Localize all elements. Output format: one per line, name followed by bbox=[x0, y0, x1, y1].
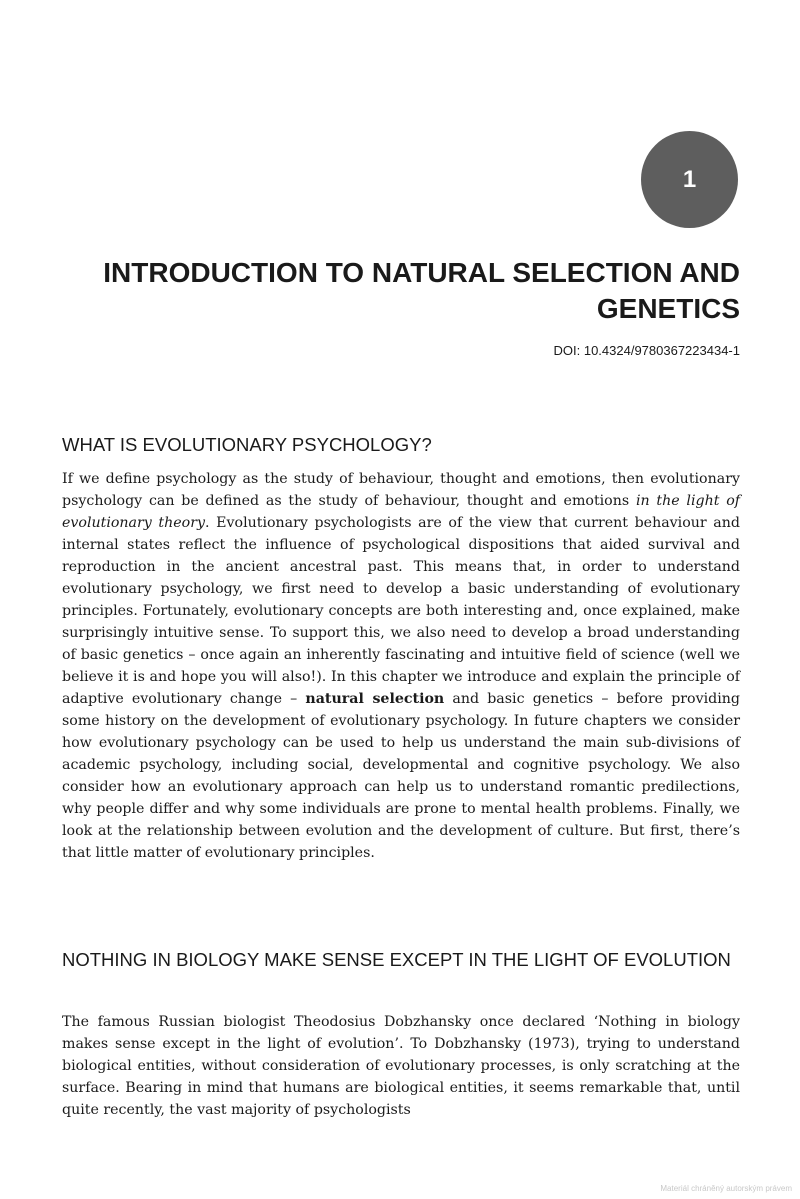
paragraph-dobzhansky: The famous Russian biologist Theodosius Dobzhansky once declared ‘Nothing in biology makes sense except in the light of evolution’. To Dobzhansky (1973), trying to understand biological entities, without consideration of evolutionary processes, is only scratching at the surface. Bearing in mind that humans are biological entities, it seems remarkable that, until quite recently, the vast majority of psychologists bbox=[62, 1014, 740, 1118]
chapter-title bbox=[60, 255, 740, 327]
paragraph-intro-bold-term: natural selection bbox=[305, 691, 445, 707]
paragraph-intro-text-b: . Evolutionary psychologists are of the view that current behaviour and internal states reflect the influence of psychological dispositions that aided survival and reproduction in the ancient ancestral past. This means that, in order to understand evolutionary psychology, we first need to develop a basic understanding of evolutionary principles. Fortunately, evolutionary concepts are both interesting and, once explained, make surprisingly intuitive sense. To support this, we also need to develop a broad understanding of basic genetics – once again an inherently fascinating and intuitive field of science (well we believe it is and hope you will also!). In this chapter we introduce and explain the principle of adaptive evolutionary change – bbox=[62, 515, 740, 707]
paragraph-intro-italic: in the light of evolutionary theory bbox=[62, 493, 740, 531]
chapter-title-line-2: GENETICS bbox=[596, 293, 740, 324]
paragraph-intro-text-a: If we define psychology as the study of behaviour, thought and emotions, then evolutionary psychology can be defined as the study of behaviour, thought and emotions bbox=[62, 471, 740, 509]
chapter-number: 1 bbox=[682, 165, 697, 193]
chapter-number-badge bbox=[641, 131, 738, 228]
section-heading-nothing-in-biology: NOTHING IN BIOLOGY MAKE SENSE EXCEPT IN THE LIGHT OF EVOLUTION bbox=[62, 949, 731, 970]
section-heading-what-is-ep: WHAT IS EVOLUTIONARY PSYCHOLOGY? bbox=[62, 434, 432, 455]
copyright-watermark: Materiál chráněný autorským právem bbox=[660, 1184, 792, 1193]
chapter-title-line-1: INTRODUCTION TO NATURAL SELECTION AND bbox=[103, 257, 740, 288]
paragraph-intro bbox=[62, 468, 740, 864]
doi-reference: DOI: 10.4324/9780367223434-1 bbox=[553, 343, 740, 358]
paragraph-intro-text-c: and basic genetics – before providing some history on the development of evolutionary psychology. In future chapters we consider how evolutionary psychology can be used to help us understand the main sub-divisions of academic psychology, including social, developmental and cognitive psychology. We also consider how an evolutionary approach can help us to understand romantic predilections, why people differ and why some individuals are prone to mental health problems. Finally, we look at the relationship between evolution and the development of culture. But first, there’s that little matter of evolutionary principles. bbox=[62, 691, 740, 861]
